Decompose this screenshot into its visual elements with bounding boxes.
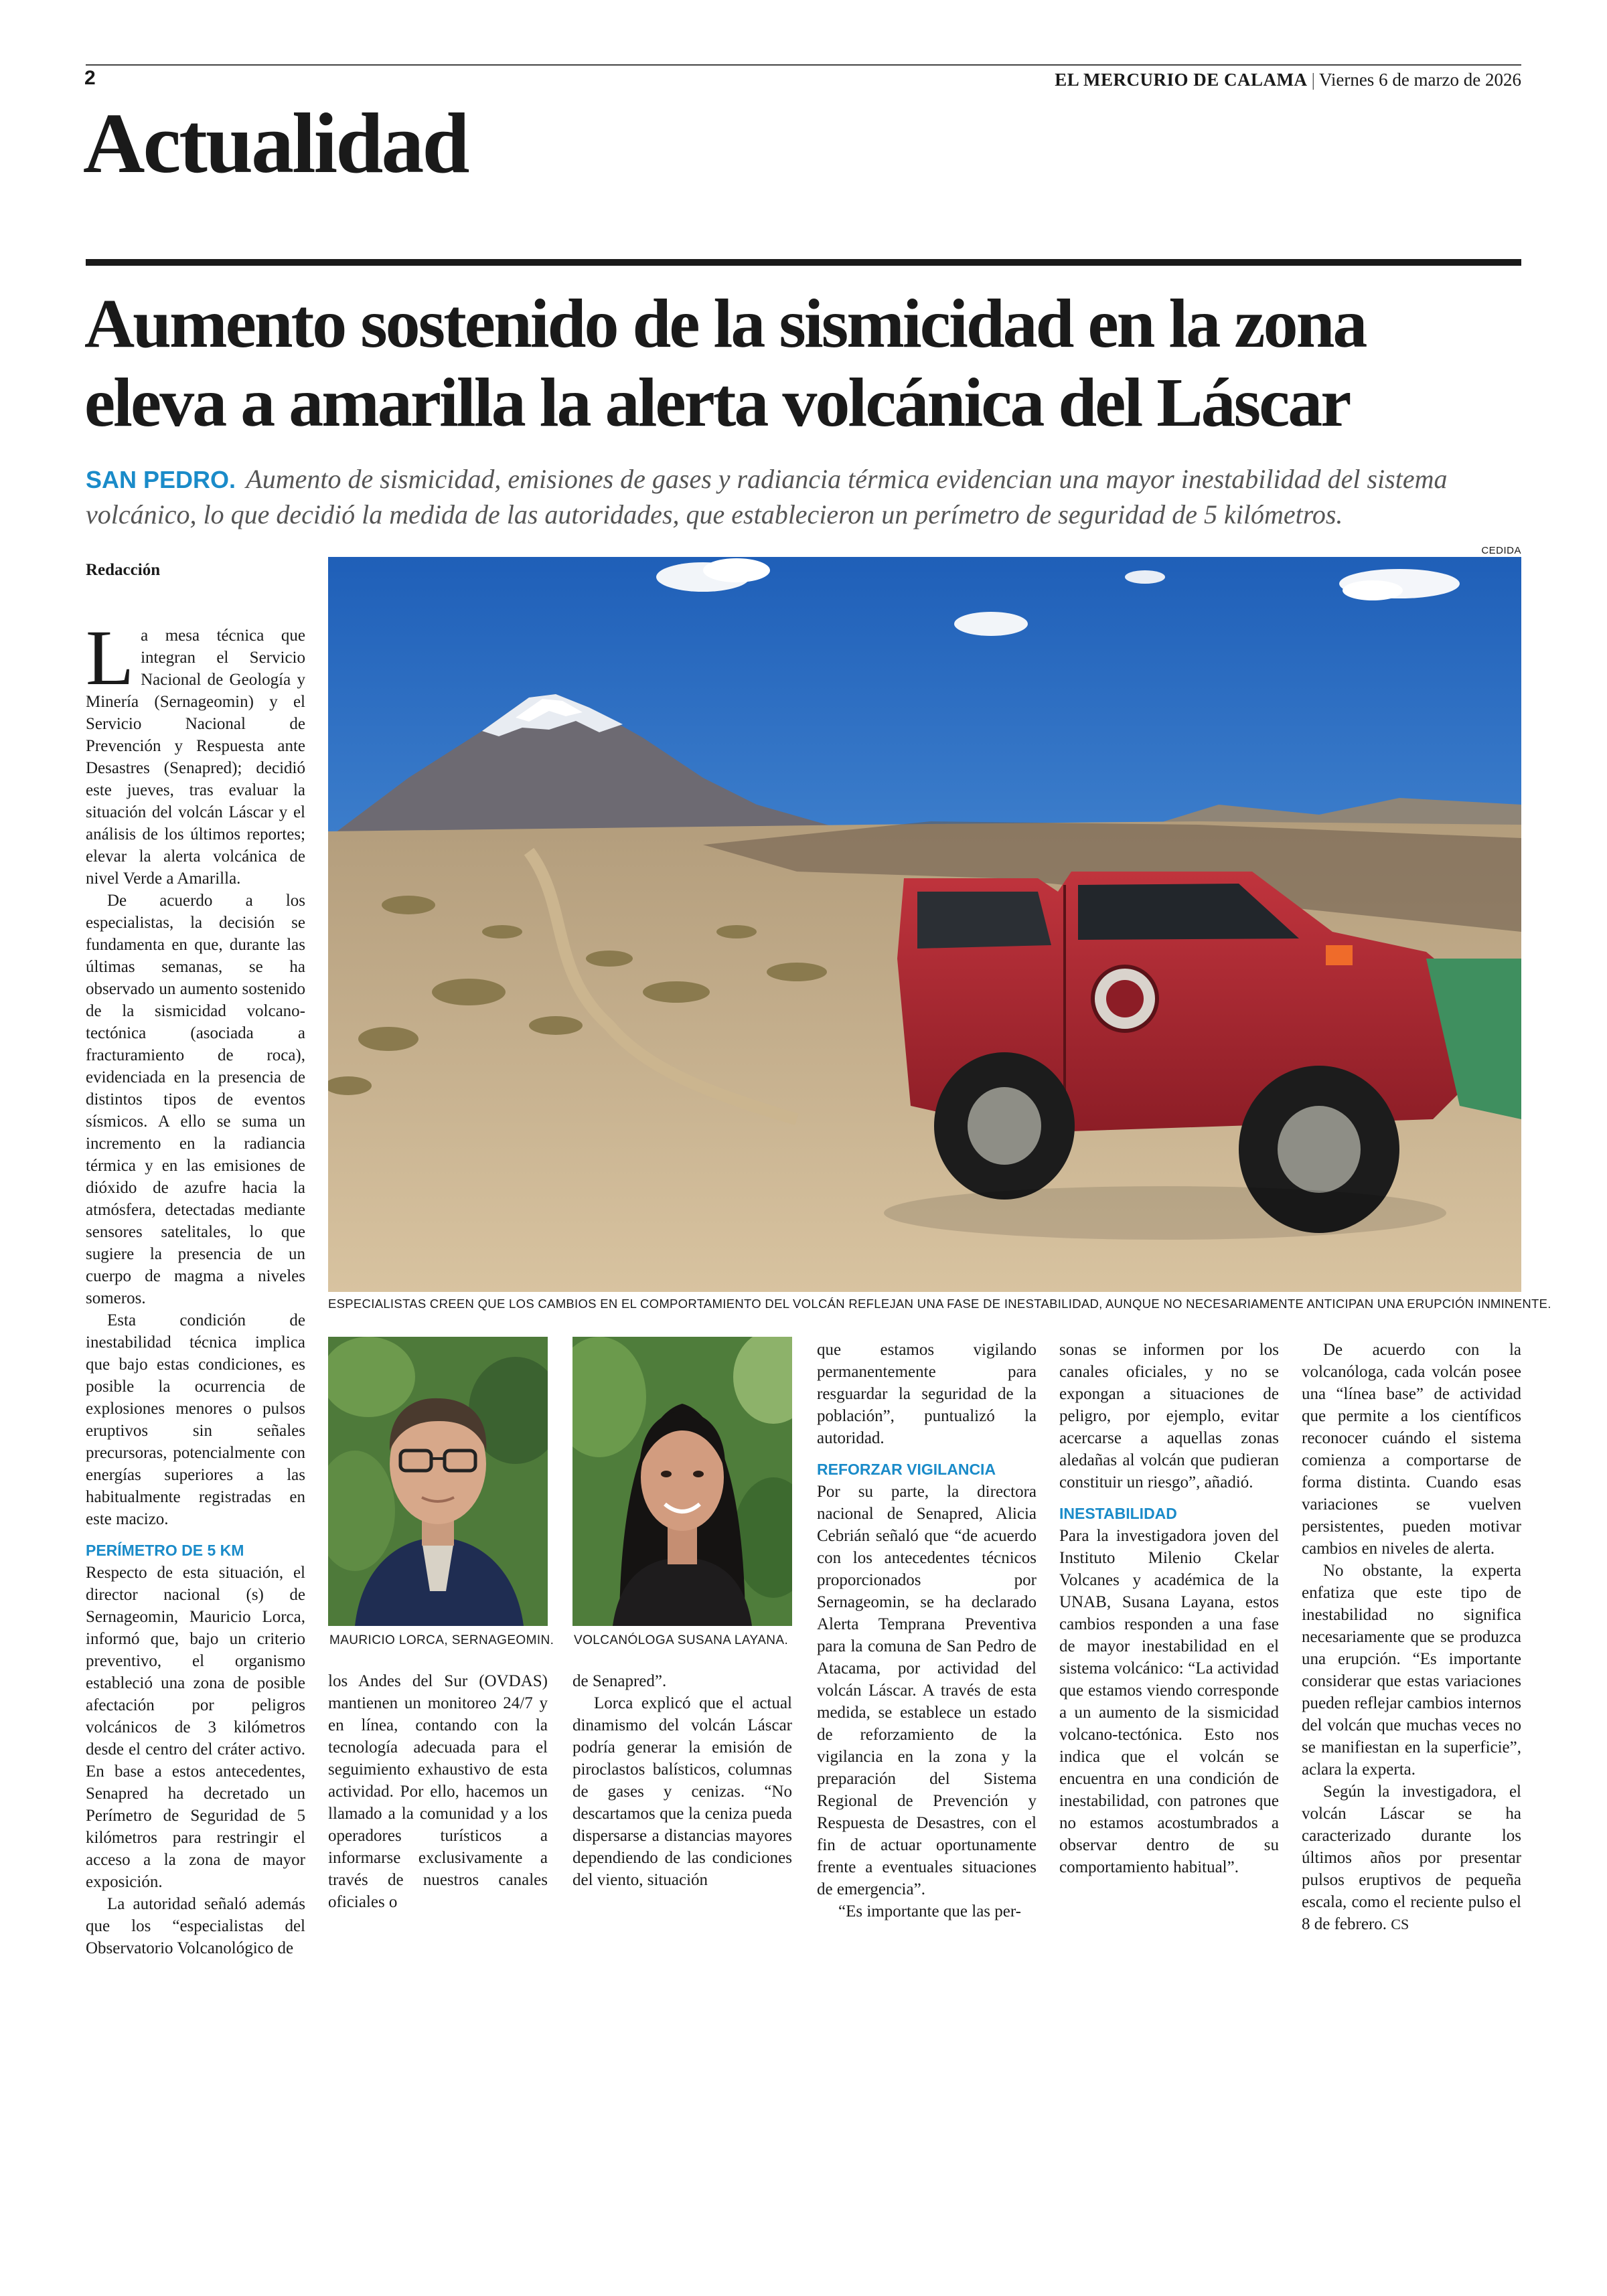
article-headline — [84, 284, 1524, 442]
main-photo — [328, 557, 1521, 1292]
top-rule — [86, 64, 1521, 66]
paragraph: “Es importante que las per- — [838, 1902, 1022, 1920]
paragraph: que estamos vigilando permanentemente para resguardar la seguridad de la población”, puntualizó la autoridad. — [817, 1341, 1037, 1447]
subhead-perimetro: PERÍMETRO DE 5 KM — [86, 1542, 244, 1559]
headline-line-1: Aumento sostenido de la sismicidad en la zona — [84, 285, 1366, 362]
paragraph: La autoridad señaló además que los “especialistas del Observatorio Volcanológico de — [86, 1895, 305, 1957]
publication-name: EL MERCURIO DE CALAMA — [1055, 70, 1308, 90]
paragraph: los Andes del Sur (OVDAS) mantienen un monitoreo 24/7 y en línea, contando con la tecnología adecuada para el seguimiento exhaustivo de esta actividad. Por ello, hacemos un llamado a la comunidad y a los operadores turísticos a informarse exclusivamente a través de nuestros canales oficiales o — [328, 1672, 548, 1911]
subhead-reforzar-vigilancia: REFORZAR VIGILANCIA — [817, 1461, 996, 1478]
byline: Redacción — [86, 561, 161, 579]
caption-lorca: MAURICIO LORCA, SERNAGEOMIN. — [329, 1633, 554, 1647]
drop-cap: L — [86, 614, 135, 702]
paragraph: de Senapred”. — [572, 1672, 667, 1690]
body-column-6 — [1302, 1339, 1521, 1935]
paragraph: Por su parte, la directora nacional de Senapred, Alicia Cebrián señaló que “de acuerdo con los antecedentes técnicos proporcionados por Sernageomin, se ha declarado Alerta Temprana Preventiva para la comuna de San Pedro de Atacama, por actividad del volcán Láscar. A través de esta medida, se establece un estado de reforzamiento de la vigilancia en la zona y la preparación del Sistema Regional de Prevención y Respuesta de Desastres, con el fin de actuar oportunamente frente a eventuales situaciones de emergencia”. — [817, 1483, 1037, 1898]
paragraph: No obstante, la experta enfatiza que este tipo de inestabilidad no significa necesariamente que se produzca una erupción. “Es importante considerar que estas variaciones pueden reflejar cambios internos del volcán que muchas veces no se manifiestan en la superficie”, aclara la experta. — [1302, 1562, 1521, 1779]
paragraph-text: a mesa técnica que integran el Servicio Nacional de Geología y Minería (Sernageomin) y el Servicio Nacional de Prevención y Respuesta ante Desastres (Senapred); decidió este jueves, tras evaluar la situación del volcán Láscar y el análisis de los últimos reportes; elevar la alerta volcánica de nivel Verde a Amarilla. — [86, 627, 305, 888]
photo-caption: ESPECIALISTAS CREEN QUE LOS CAMBIOS EN EL COMPORTAMIENTO DEL VOLCÁN REFLEJAN UNA FASE DE INESTABILIDAD, AUNQUE NO NECESARIAMENTE ANTICIPAN UNA ERUPCIÓN INMINENTE. — [328, 1297, 1551, 1311]
body-column-3 — [572, 1670, 792, 1891]
subhead-inestabilidad: INESTABILIDAD — [1059, 1505, 1177, 1522]
issue-date: Viernes 6 de marzo de 2026 — [1318, 70, 1521, 90]
paragraph: De acuerdo con la volcanóloga, cada volcán posee una “línea base” de actividad que permite a los científicos reconocer cuándo el sistema comienza a comportarse de forma distinta. Cuando esas variaciones se vuelven persistentes, pueden motivar cambios en niveles de alerta. — [1302, 1341, 1521, 1558]
headline-rule — [86, 259, 1521, 266]
body-column-1 — [86, 614, 305, 1959]
paragraph: Para la investigadora joven del Instituto Milenio Ckelar Volcanes y académica de la UNAB, Susana Layana, estos cambios responden a una fase de mayor inestabilidad en el sistema volcánico: “La actividad que estamos viendo corresponde a un aumento de la sismicidad volcano-tectónica. Esto nos indica que el volcán se encuentra en una condición de inestabilidad, con patrones que no estamos acostumbrados a observar dentro de su comportamiento habitual”. — [1059, 1527, 1279, 1876]
lorca-photo — [328, 1337, 548, 1626]
paragraph-text: Según la investigadora, el volcán Láscar se ha caracterizado durante los últimos años por presentar pulsos eruptivos de pequeña escala, como el reciente pulso el 8 de febrero. — [1302, 1783, 1521, 1933]
page-number: 2 — [84, 67, 96, 89]
dateline: SAN PEDRO. — [86, 466, 236, 493]
body-column-4 — [817, 1339, 1037, 1922]
headline-line-2: eleva a amarilla la alerta volcánica del Láscar — [84, 364, 1350, 441]
portrait-susana-layana — [572, 1337, 792, 1626]
masthead-separator: | — [1311, 70, 1315, 90]
body-column-2 — [328, 1670, 548, 1913]
paragraph: Lorca explicó que el actual dinamismo del volcán Láscar podría generar la emisión de piroclastos balísticos, columnas de gases y cenizas. “No descartamos que la ceniza pueda dispersarse a distancias mayores dependiendo de las condiciones del viento, situación — [572, 1694, 792, 1889]
masthead — [1055, 70, 1521, 90]
portrait-mauricio-lorca — [328, 1337, 548, 1626]
article-deck — [86, 462, 1525, 532]
section-title: Actualidad — [83, 96, 468, 191]
end-mark: CS — [1391, 1916, 1409, 1933]
paragraph — [1302, 1781, 1521, 1935]
caption-layana: VOLCANÓLOGA SUSANA LAYANA. — [574, 1633, 789, 1647]
layana-photo — [572, 1337, 792, 1626]
paragraph — [86, 614, 305, 890]
volcano-truck-image — [328, 557, 1521, 1292]
paragraph: De acuerdo a los especialistas, la decisión se fundamenta en que, durante las últimas semanas, se ha observado un aumento sostenido de la sismicidad volcano-tectónica (asociada a fracturamiento de roca), evidenciada en la presencia de distintos tipos de eventos sísmicos. A ello se suma un incremento en la radiancia térmica y en las emisiones de dióxido de azufre hacia la atmósfera, detectadas mediante sensores satelitales, lo que sugiere la presencia de un cuerpo de magma a niveles someros. — [86, 892, 305, 1307]
body-column-5 — [1059, 1339, 1279, 1878]
photo-credit: CEDIDA — [1481, 545, 1521, 556]
paragraph: Esta condición de inestabilidad técnica implica que bajo estas condiciones, es posible la ocurrencia de explosiones menores o pulsos eruptivos sin señales precursoras, potencialmente con energías superiores a las habitualmente registradas en este macizo. — [86, 1311, 305, 1528]
paragraph: sonas se informen por los canales oficiales, y no se expongan a situaciones de peligro, por ejemplo, evitar acercarse a aquellas zonas aledañas al volcán que pudieran constituir un riesgo”, añadió. — [1059, 1341, 1279, 1491]
paragraph: Respecto de esta situación, el director nacional (s) de Sernageomin, Mauricio Lorca, informó que, bajo un criterio preventivo, el organismo estableció una zona de posible afectación por peligros volcánicos de 3 kilómetros desde el centro del cráter activo. En base a estos antecedentes, Senapred ha decretado un Perímetro de Seguridad de 5 kilómetros para restringir el acceso a la zona de mayor exposición. — [86, 1564, 305, 1891]
deck-text: Aumento de sismicidad, emisiones de gases y radiancia térmica evidencian una mayor inestabilidad del sistema volcánico, lo que decidió la medida de las autoridades, que establecieron un perímetro de seguridad de 5 kilómetros. — [86, 464, 1448, 529]
